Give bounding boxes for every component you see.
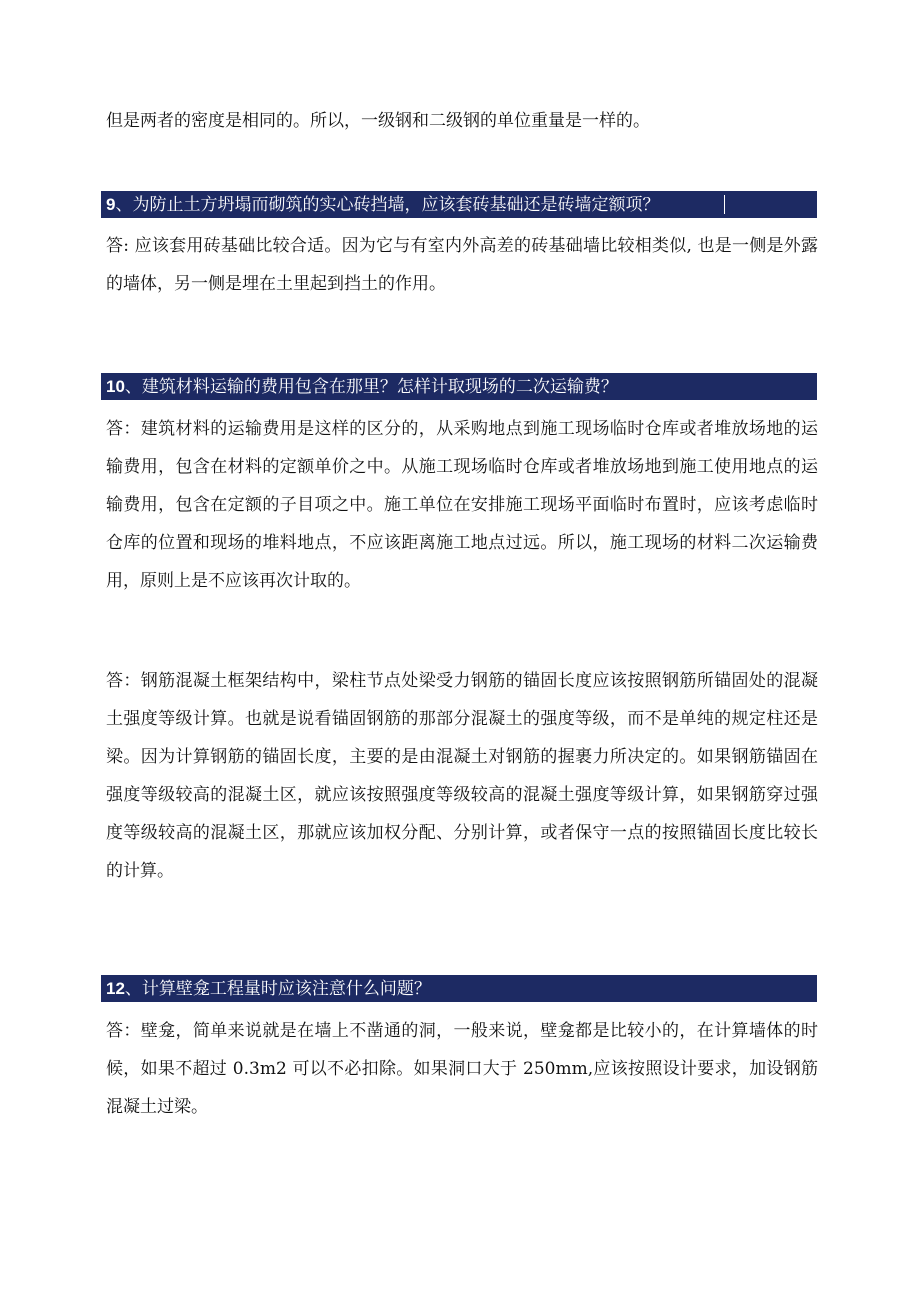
question-10-number: 10 [106,377,125,396]
answer-10-paragraph: 答：建筑材料的运输费用是这样的区分的，从采购地点到施工现场临时仓库或者堆放场地的运输费用，包含在材料的定额单价之中。从施工现场临时仓库或者堆放场地到施工使用地点的运输费用，包含在定额的子目项之中。施工单位在安排施工现场平面临时布置时，应该考虑临时仓库的位置和现场的堆料地点，不应该距离施工地点过远。所以，施工现场的材料二次运输费用，原则上是不应该再次计取的。 [106,419,818,591]
question-12-title: 、计算壁龛工程量时应该注意什么问题？ [124,979,431,999]
text-cursor [724,195,725,214]
question-10-heading [101,373,817,400]
answer-12-paragraph: 答：壁龛，简单来说就是在墙上不凿通的洞，一般来说，壁龛都是比较小的，在计算墙体的时候，如果不超过 0.3m2 可以不必扣除。如果洞口大于 250mm,应该按照设计要求，加设钢筋混凝土过梁。 [106,1021,818,1117]
question-9-number: 9 [106,195,116,214]
question-12-heading [101,975,817,1002]
question-9-title: 、为防止土方坍塌而砌筑的实心砖挡墙，应该套砖基础还是砖墙定额项？ [115,195,660,215]
question-12-number: 12 [106,979,125,998]
question-10-title: 、建筑材料运输的费用包含在那里？怎样计取现场的二次运输费？ [124,377,618,397]
answer-11-paragraph: 答：钢筋混凝土框架结构中，梁柱节点处梁受力钢筋的锚固长度应该按照钢筋所锚固处的混凝土强度等级计算。也就是说看锚固钢筋的那部分混凝土的强度等级，而不是单纯的规定柱还是梁。因为计算钢筋的锚固长度，主要的是由混凝土对钢筋的握裹力所决定的。如果钢筋锚固在强度等级较高的混凝土区，就应该按照强度等级较高的混凝土强度等级计算，如果钢筋穿过强度等级较高的混凝土区，那就应该加权分配、分别计算，或者保守一点的按照锚固长度比较长的计算。 [106,671,818,881]
answer-9-paragraph: 答: 应该套用砖基础比较合适。因为它与有室内外高差的砖基础墙比较相类似, 也是一侧是外露的墙体，另一侧是埋在土里起到挡土的作用。 [106,236,818,294]
intro-paragraph: 但是两者的密度是相同的。所以，一级钢和二级钢的单位重量是一样的。 [106,111,650,131]
question-9-heading [101,191,817,218]
